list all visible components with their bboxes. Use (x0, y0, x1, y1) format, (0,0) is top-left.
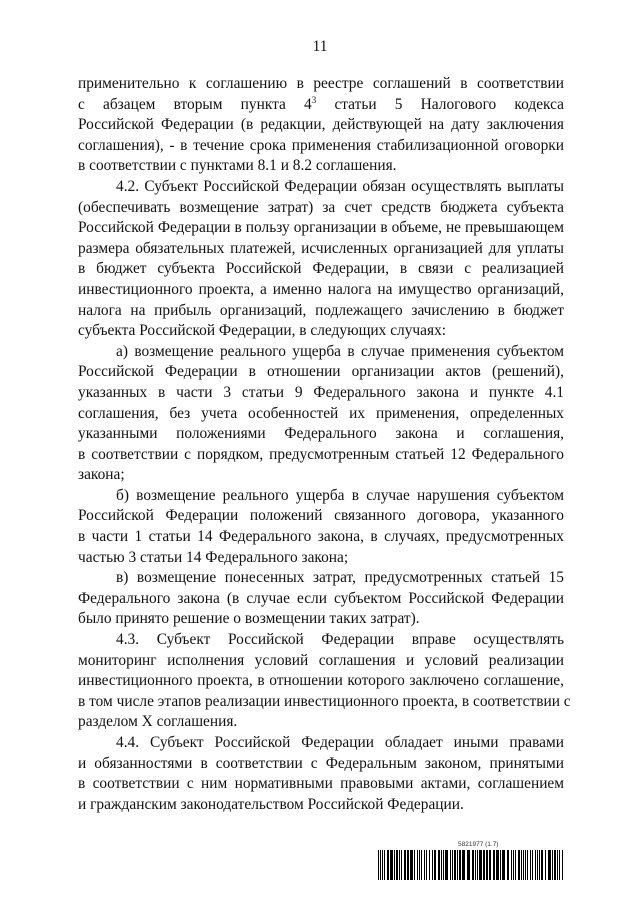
barcode-bar (424, 850, 425, 880)
text-line: мониторинг исполнения условий соглашения и условий реализации (78, 651, 564, 669)
barcode-bar (410, 850, 413, 880)
text-line: Федерального закона (в случае если субъектом Российской Федерации (78, 589, 564, 607)
barcode-bar (384, 850, 385, 880)
barcode-bar (486, 850, 488, 880)
text-line: в соответствии с порядком, предусмотренным статьей 12 Федерального (78, 445, 564, 463)
barcode-bar (380, 850, 381, 880)
barcode-bar (378, 850, 379, 880)
barcode-bar (513, 850, 514, 880)
text-line: налога на прибыль организаций, подлежащего зачислению в бюджет (78, 301, 564, 319)
barcode-bar (562, 850, 563, 880)
barcode-bar (552, 850, 553, 880)
barcode-bar (557, 850, 558, 880)
barcode-bar (527, 850, 528, 880)
barcode-bar (559, 850, 560, 880)
document-code: 5821977 (1.7) (458, 841, 499, 848)
barcode-bar (548, 850, 551, 880)
text-line: указанных в части 3 статьи 9 Федерального закона и пункте 4.1 (78, 383, 564, 401)
text-line: указанными положениями Федерального закона и соглашения, (78, 425, 564, 443)
barcode-bar (479, 850, 482, 880)
text-line: 4.4. Субъект Российской Федерации обладает иными правами (116, 734, 564, 751)
text-line: в соответствии с пунктами 8.1 и 8.2 соглашения. (78, 157, 397, 175)
barcode-bar (515, 850, 516, 880)
text-line: применительно к соглашению в реестре соглашений в соответствии (78, 75, 564, 92)
text-line: Российской Федерации (в редакции, действующей на дату заключения (78, 116, 564, 134)
barcode-bar (457, 850, 458, 880)
barcode-bar (401, 850, 402, 880)
barcode-bar (407, 850, 409, 880)
text-line: частью 3 статьи 14 Федерального закона; (78, 548, 349, 566)
barcode-bar (390, 850, 393, 880)
barcode-bar (530, 850, 531, 880)
superscript: 3 (311, 94, 317, 105)
barcode-bar (500, 850, 501, 880)
barcode-bar (438, 850, 440, 880)
barcode-bar (554, 850, 556, 880)
barcode-bar (477, 850, 478, 880)
text-line: инвестиционного проекта, в отношении которого заключено соглашение, (78, 672, 564, 690)
text-line: в части 1 статьи 14 Федерального закона, в случаях, предусмотренных (78, 528, 564, 546)
barcode-bar (502, 850, 505, 880)
text-line: в) возмещение понесенных затрат, предусмотренных статьей 15 (116, 569, 564, 587)
barcode-bar (417, 850, 418, 880)
barcode-bar (387, 850, 389, 880)
barcode-bar (462, 850, 465, 880)
barcode-bar (394, 850, 395, 880)
document-body (78, 74, 571, 815)
barcode (378, 850, 564, 880)
barcode-bar (445, 850, 448, 880)
text-line: и обязанностями в соответствии с Федеральным законом, принятыми (78, 754, 564, 772)
text-line: а) возмещение реального ущерба в случае применения субъектом (116, 342, 564, 360)
barcode-bar (432, 850, 433, 880)
barcode-bar (545, 850, 546, 880)
barcode-bar (496, 850, 499, 880)
barcode-bar (493, 850, 495, 880)
barcode-bar (489, 850, 491, 880)
text-line: б) возмещение реального ущерба в случае нарушения субъектом (116, 486, 564, 504)
barcode-bar (441, 850, 442, 880)
barcode-bar (467, 850, 470, 880)
barcode-bar (421, 850, 422, 880)
barcode-bar (472, 850, 474, 880)
text-line: было принято решение о возмещении таких затрат). (78, 610, 420, 628)
text-line: размера обязательных платежей, исчисленных организацией для уплаты (78, 239, 564, 257)
barcode-bar (454, 850, 456, 880)
barcode-bar (450, 850, 451, 880)
text-line: в том числе этапов реализации инвестиционного проекта, в соответствии с (78, 692, 571, 710)
text-line: Российской Федерации положений связанного договора, указанного (78, 507, 564, 525)
text-line: разделом X соглашения. (78, 713, 238, 731)
barcode-bar (382, 850, 383, 880)
page-number: 11 (312, 38, 328, 55)
barcode-bar (523, 850, 524, 880)
barcode-bar (507, 850, 509, 880)
text-line: 4.3. Субъект Российской Федерации вправе осуществлять (116, 631, 564, 649)
barcode-bar (396, 850, 398, 880)
barcode-bar (518, 850, 520, 880)
text-line: и гражданским законодательством Российской Федерации. (78, 795, 464, 813)
text-line: инвестиционного проекта, а именно налога на имущество организаций, (78, 280, 564, 298)
barcode-bar (537, 850, 538, 880)
barcode-bar (414, 850, 415, 880)
barcode-bar (404, 850, 406, 880)
barcode-bar (532, 850, 533, 880)
text-line: (обеспечивать возмещение затрат) за счет средств бюджета субъекта (78, 198, 564, 216)
barcode-bar (511, 850, 512, 880)
text-line: Российской Федерации в пользу организации в объеме, не превышающем (78, 219, 564, 237)
barcode-bar (434, 850, 436, 880)
barcode-bar (541, 850, 543, 880)
barcode-bar (483, 850, 485, 880)
barcode-bar (443, 850, 444, 880)
barcode-bar (475, 850, 476, 880)
barcode-bar (539, 850, 540, 880)
text-line: соглашения, без учета особенностей их применения, определенных (78, 404, 564, 422)
barcode-bar (535, 850, 536, 880)
text-line: субъекта Российской Федерации, в следующих случаях: (78, 322, 447, 340)
text-line: в бюджет субъекта Российской Федерации, в связи с реализацией (78, 260, 564, 278)
barcode-bar (419, 850, 420, 880)
barcode-bar (399, 850, 400, 880)
barcode-bar (429, 850, 430, 880)
text-line: 4.2. Субъект Российской Федерации обязан осуществлять выплаты (116, 177, 564, 195)
text-line: закона; (78, 466, 125, 484)
barcode-bar (452, 850, 453, 880)
barcode-bar (426, 850, 427, 880)
text-line: в соответствии с ним нормативными правовыми актами, соглашением (78, 775, 564, 793)
text-line: с абзацем вторым пункта $4^3$ статьи 5 Налогового кодекса (78, 94, 564, 113)
text-line: соглашения), - в течение срока применения стабилизационной оговорки (78, 136, 564, 154)
barcode-bar (521, 850, 522, 880)
barcode-bar (459, 850, 461, 880)
text-line: Российской Федерации в отношении организации актов (решений), (78, 363, 564, 381)
barcode-bar (525, 850, 526, 880)
